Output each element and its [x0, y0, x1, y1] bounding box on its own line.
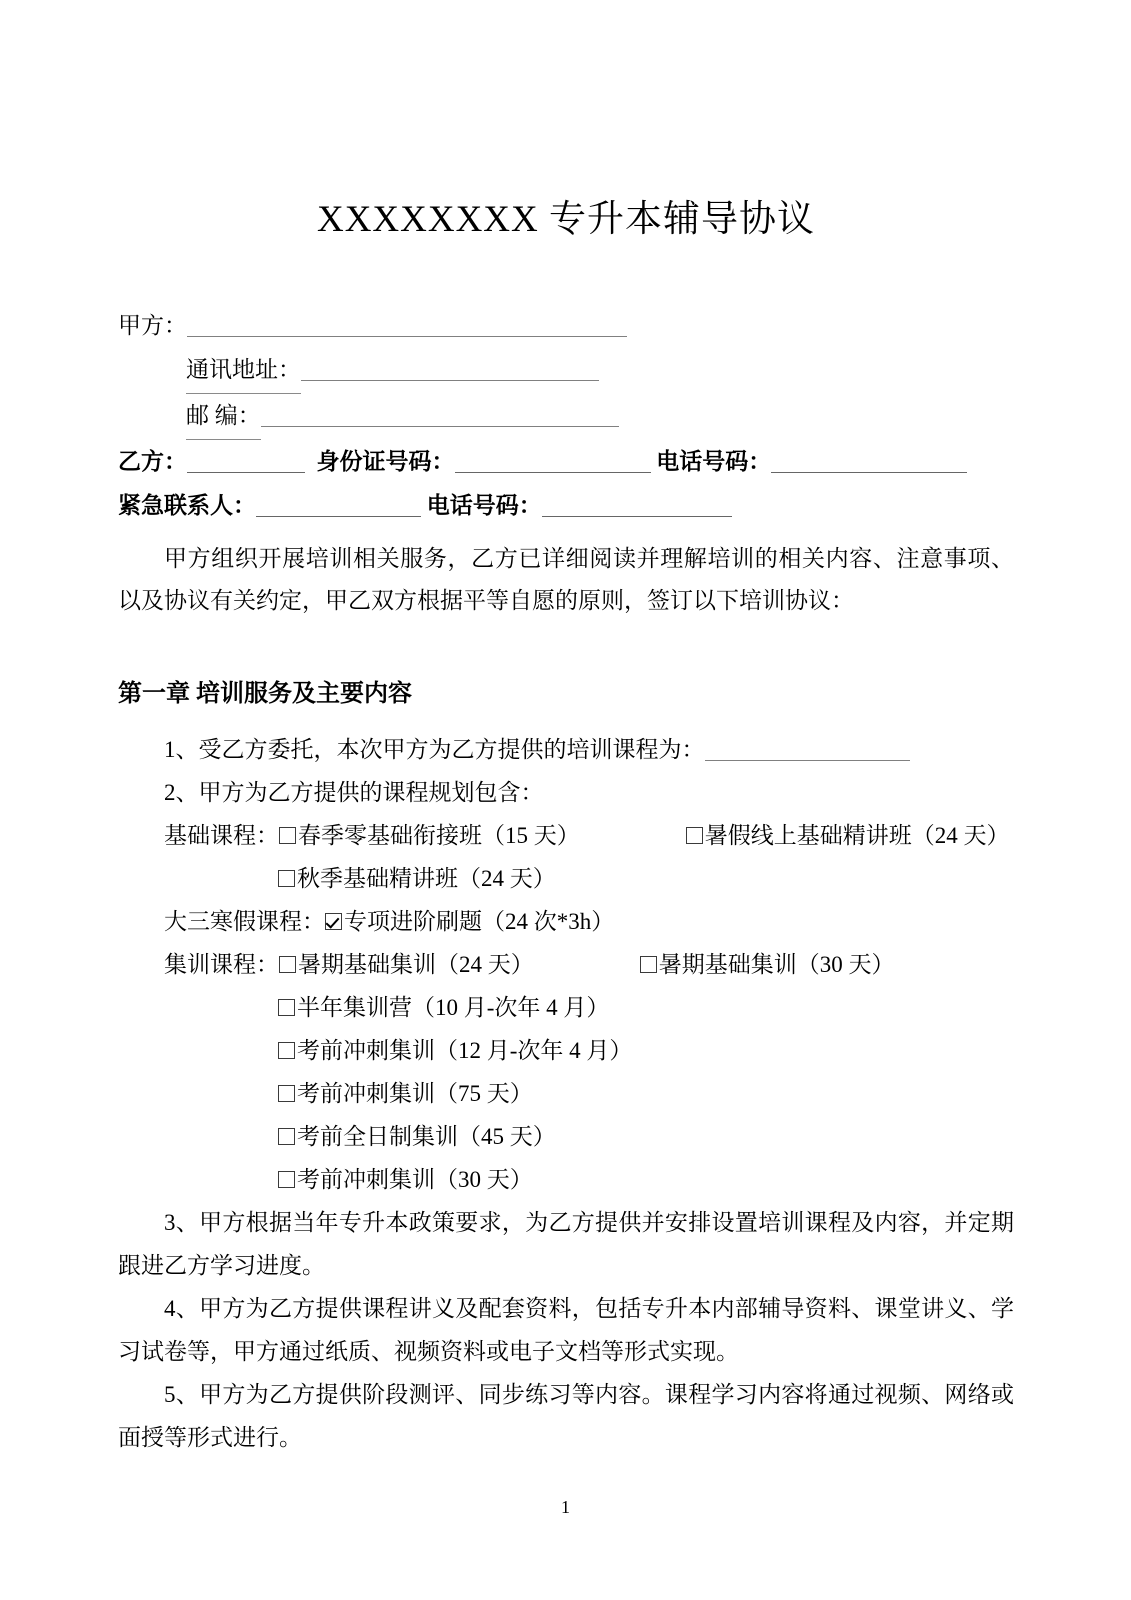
course-option[interactable] [278, 1158, 533, 1201]
emergency-contact-row [118, 484, 1014, 528]
course-option-selected[interactable] [325, 900, 614, 943]
page-content [118, 0, 1014, 1459]
course-option-label: 半年集训营（10 月-次年 4 月） [297, 995, 610, 1021]
party-b-label: 乙方： [118, 449, 187, 475]
course-option[interactable] [278, 1029, 632, 1072]
zip-label: 邮 编： [186, 394, 261, 440]
course-row [118, 857, 1014, 900]
checkbox-unchecked-icon[interactable] [278, 999, 295, 1016]
course-option-label: 秋季基础精讲班（24 天） [297, 866, 556, 892]
course-row [118, 900, 1014, 943]
emergency-contact-input[interactable] [256, 494, 421, 517]
checkbox-unchecked-icon[interactable] [278, 1042, 295, 1059]
course-option[interactable] [686, 814, 1010, 857]
course-option-label: 暑期基础集训（24 天） [298, 952, 534, 978]
party-b-row [118, 440, 1014, 484]
course-group-label: 大三寒假课程： [164, 909, 325, 935]
course-option[interactable] [279, 943, 534, 986]
course-group-winter [118, 900, 1014, 943]
checkbox-unchecked-icon[interactable] [279, 956, 296, 973]
chapter-one-heading: 第一章 培训服务及主要内容 [118, 681, 412, 708]
chapter-one-item-2: 2、甲方为乙方提供的课程规划包含： [164, 780, 544, 806]
page-footer [0, 1496, 1131, 1518]
address-row [118, 348, 1014, 394]
emergency-contact-label: 紧急联系人： [118, 493, 256, 519]
zip-row [118, 394, 1014, 440]
zip-input[interactable] [261, 404, 619, 427]
course-option[interactable] [278, 857, 556, 900]
course-option-label: 考前冲刺集训（75 天） [297, 1081, 533, 1107]
course-row [118, 814, 1014, 857]
course-row [118, 1029, 1014, 1072]
phone-label: 电话号码： [656, 449, 772, 475]
course-option-label: 考前冲刺集训（12 月-次年 4 月） [297, 1038, 633, 1064]
course-row [118, 1072, 1014, 1115]
address-input[interactable] [301, 358, 599, 381]
chapter-one-item-4: 4、甲方为乙方提供课程讲义及配套资料，包括专升本内部辅导资料、课堂讲义、学习试卷等，甲方通过纸质、视频资料或电子文档等形式实现。 [118, 1296, 1014, 1365]
party-a-label: 甲方： [118, 313, 187, 339]
course-option[interactable] [278, 1072, 533, 1115]
chapter-one-item-5: 5、甲方为乙方提供阶段测评、同步练习等内容。课程学习内容将通过视频、网络或面授等形式进行。 [118, 1382, 1014, 1451]
course-option[interactable] [278, 1115, 556, 1158]
course-option-label: 专项进阶刷题（24 次*3h） [344, 909, 615, 935]
course-row [118, 986, 1014, 1029]
course-row [118, 1158, 1014, 1201]
party-b-input[interactable] [187, 450, 305, 473]
course-option[interactable] [279, 814, 580, 857]
checkbox-checked-icon[interactable] [325, 913, 342, 930]
course-group-foundation [118, 814, 1014, 900]
course-group-label: 基础课程： [164, 823, 279, 849]
phone-input[interactable] [771, 450, 967, 473]
checkbox-unchecked-icon[interactable] [640, 956, 657, 973]
item-1-text: 1、受乙方委托，本次甲方为乙方提供的培训课程为： [164, 737, 705, 763]
checkbox-unchecked-icon[interactable] [278, 1085, 295, 1102]
chapter-one-item-3: 3、甲方根据当年专升本政策要求，为乙方提供并安排设置培训课程及内容，并定期跟进乙方学习进度。 [118, 1210, 1014, 1279]
training-course-input[interactable] [705, 738, 910, 761]
party-a-input[interactable] [187, 314, 627, 337]
party-information-block [118, 304, 1014, 528]
course-option[interactable] [640, 943, 895, 986]
id-card-label: 身份证号码： [316, 449, 455, 475]
party-a-row [118, 304, 1014, 348]
course-row [118, 1115, 1014, 1158]
emergency-phone-label: 电话号码： [426, 493, 542, 519]
emergency-phone-input[interactable] [542, 494, 732, 517]
course-option-label: 考前冲刺集训（30 天） [297, 1167, 533, 1193]
course-option[interactable] [278, 986, 609, 1029]
intro-paragraph: 甲方组织开展培训相关服务，乙方已详细阅读并理解培训的相关内容、注意事项、以及协议有关约定，甲乙双方根据平等自愿的原则，签订以下培训协议： [118, 546, 1014, 614]
course-row [118, 943, 1014, 986]
course-option-label: 考前全日制集训（45 天） [297, 1124, 556, 1150]
course-group-intensive [118, 943, 1014, 1201]
course-option-label: 暑期基础集训（30 天） [658, 952, 895, 978]
checkbox-unchecked-icon[interactable] [278, 870, 295, 887]
id-card-input[interactable] [455, 450, 651, 473]
course-option-label: 暑假线上基础精讲班（24 天） [704, 823, 1010, 849]
course-option-label: 春季零基础衔接班（15 天） [298, 823, 580, 849]
checkbox-unchecked-icon[interactable] [278, 1128, 295, 1145]
course-group-label: 集训课程： [164, 952, 279, 978]
chapter-one-item-1 [118, 728, 1014, 771]
page-title: XXXXXXXX 专升本辅导协议 [316, 199, 815, 240]
checkbox-unchecked-icon[interactable] [686, 827, 703, 844]
checkbox-unchecked-icon[interactable] [278, 1171, 295, 1188]
address-label: 通讯地址： [186, 348, 301, 394]
page-number: 1 [561, 1497, 570, 1517]
checkbox-unchecked-icon[interactable] [279, 827, 296, 844]
